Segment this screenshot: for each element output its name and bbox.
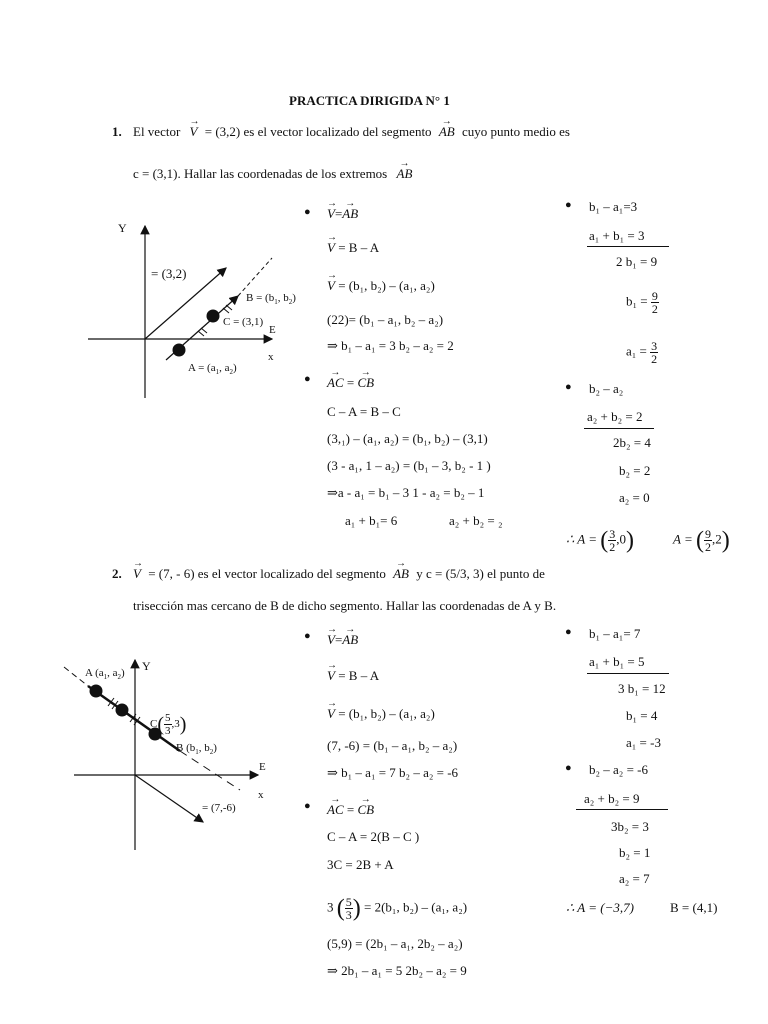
eq-text: a₁ = xyxy=(626,343,647,359)
p1-text-b: = (3,2) es el vector localizado del segmento xyxy=(204,124,432,139)
p1-mid-line-7: C – A = B – C xyxy=(327,404,401,419)
bullet: ● xyxy=(304,800,311,812)
sub: 1 xyxy=(274,298,278,307)
bullet: ● xyxy=(565,199,572,211)
denominator: 2 xyxy=(651,302,658,316)
p2-mid-line-1 xyxy=(327,632,358,648)
p1-mid-line-5: ⇒ b₁ – a₁ = 3 b₂ – a₂ = 2 xyxy=(327,338,454,353)
point-a xyxy=(90,685,103,698)
sub: 1 xyxy=(215,368,220,377)
bullet: ● xyxy=(565,626,572,638)
p2-mid-line-6 xyxy=(327,802,374,818)
paren: ) xyxy=(352,895,361,922)
paren: ( xyxy=(336,895,345,922)
denominator: 3 xyxy=(165,725,171,737)
numerator: 3 xyxy=(609,527,616,541)
eq-text: ∴ A = (−3,7) xyxy=(566,900,634,915)
p2-right-line-9: b₂ = 1 xyxy=(619,845,651,860)
vector-v-symbol: → V xyxy=(327,240,335,256)
numerator: 5 xyxy=(165,712,171,724)
vector-ab-symbol: → AB xyxy=(342,206,358,222)
vector-v-symbol: → V xyxy=(327,206,335,222)
p2-text-b: y c = (5/3, 3) el punto de xyxy=(416,566,545,581)
p2-right-line-2: a₁ + b₁ = 5 xyxy=(589,654,645,669)
denominator: 2 xyxy=(704,540,711,554)
equals: = xyxy=(334,206,343,221)
paren: ) xyxy=(179,713,187,736)
p2-right-line-1: b₁ – a₁= 7 xyxy=(589,626,641,641)
p1-mid-line-8: (3,₁) – (a₁, a₂) = (b₁, b₂) – (3,1) xyxy=(327,431,488,446)
sub: 2 xyxy=(229,368,233,377)
sub: 2 xyxy=(288,298,293,307)
graph-1-v-label: = (3,2) xyxy=(151,266,187,281)
paren: ) xyxy=(626,527,635,554)
p2-right-line-6: b₂ – a₂ = -6 xyxy=(589,762,648,777)
numerator: 3 xyxy=(651,339,658,353)
sub: 2 xyxy=(117,673,122,682)
graph-1-x-label: x xyxy=(268,351,274,363)
p2-right-line-7: a₂ + b₂ = 9 xyxy=(584,791,640,806)
p2-right-result-b: B = (4,1) xyxy=(670,900,718,915)
p1-right-line-3: 2 b₁ = 9 xyxy=(616,254,658,269)
p1-right-line-2: a₁ + b₁ = 3 xyxy=(589,228,645,243)
p2-mid-line-8: 3C = 2B + A xyxy=(327,857,394,872)
vector-v-symbol: → V xyxy=(327,668,335,684)
paren: ( xyxy=(157,713,165,736)
problem-2-number: 2. xyxy=(112,566,122,581)
p2-mid-line-3 xyxy=(327,706,435,722)
graph-2-c-label xyxy=(150,712,186,737)
vector-v-symbol: → V xyxy=(190,124,198,140)
sum-rule xyxy=(576,809,668,810)
bullet: ● xyxy=(565,762,572,774)
bullet: ● xyxy=(565,381,572,393)
p2-mid-line-10: (5,9) = (2b₁ – a₁, 2b₂ – a₂) xyxy=(327,936,463,951)
vector-ac-symbol: → AC xyxy=(327,802,344,818)
p2-right-line-10: a₂ = 7 xyxy=(619,871,650,886)
graph-2-y-label: Y xyxy=(142,659,151,673)
p2-right-line-3: 3 b₁ = 12 xyxy=(618,681,666,696)
graph-2-a-label: A ($a_1$, $a_2$) xyxy=(85,667,125,682)
eq-text: = (b₁, b₂) – (a₁, a₂) xyxy=(338,706,435,721)
p1-text-a: El vector xyxy=(133,124,181,139)
vector-v-symbol: → V xyxy=(327,706,335,722)
vector-ac-symbol: → AC xyxy=(327,375,344,391)
eq-text: ∴ A = xyxy=(566,531,598,547)
graph-2-b-label: B ($b_1$, $b_2$) xyxy=(176,742,217,757)
p2-mid-line-9 xyxy=(327,896,467,921)
p1-right-line-7: a₂ + b₂ = 2 xyxy=(587,409,643,424)
p1-right-line-6: b₂ – a₂ xyxy=(589,381,624,396)
point-trisection xyxy=(116,704,129,717)
c-label-text: ,3 xyxy=(171,718,180,731)
p2-right-line-5: a₁ = -3 xyxy=(626,735,661,750)
b-label-text: , b xyxy=(198,742,210,754)
p2-right-result-a xyxy=(566,900,634,916)
vector-cb-symbol: → CB xyxy=(357,802,374,818)
bullet: ● xyxy=(304,206,311,218)
p2-mid-line-4: (7, -6) = (b₁ – a₁, b₂ – a₂) xyxy=(327,738,458,753)
graph-2-e-label: E xyxy=(259,761,266,773)
sub: 1 xyxy=(103,673,108,682)
vector-v-arrow xyxy=(135,775,203,822)
c-label-text: C xyxy=(150,718,158,731)
sub: 2 xyxy=(209,748,214,757)
graph-2-x-label: x xyxy=(258,789,264,801)
bullet: ● xyxy=(304,373,311,385)
p1-line2-text: c = (3,1). Hallar las coordenadas de los extremos xyxy=(133,166,388,181)
denominator: 2 xyxy=(609,540,616,554)
b-label-text: , b xyxy=(277,292,289,304)
b-label-text: B = (b xyxy=(246,292,275,304)
vector-v-symbol: → V xyxy=(133,566,141,582)
sub: 1 xyxy=(195,748,199,757)
p1-mid-line-11a: a₁ + b₁= 6 xyxy=(345,513,398,528)
p1-mid-line-9: (3 - a₁, 1 – a₂) = (b₁ – 3, b₂ - 1 ) xyxy=(327,458,491,473)
p1-right-line-9: b₂ = 2 xyxy=(619,463,651,478)
vector-v-symbol: → V xyxy=(327,632,335,648)
graph-1-y-label: Y xyxy=(118,221,127,235)
p1-mid-line-10: ⇒a - a₁ = b₁ – 3 1 - a₂ = b₂ – 1 xyxy=(327,485,485,500)
p1-mid-line-11b: a₂ + b₂ = ₂ xyxy=(449,513,503,528)
p2-mid-line-2 xyxy=(327,668,379,684)
problem-2-line-2: trisección mas cercano de B de dicho segmento. Hallar las coordenadas de A y B. xyxy=(133,598,557,613)
vector-ab-symbol: → AB xyxy=(393,566,409,582)
fraction xyxy=(345,896,353,921)
a-label-text: , a xyxy=(107,667,118,679)
equals: = xyxy=(346,802,355,817)
a-label-text: , a xyxy=(219,362,230,374)
eq-text: = B – A xyxy=(338,668,380,683)
vector-ab-symbol: → AB xyxy=(397,166,413,182)
eq-text: = 2(b₁, b₂) – (a₁, a₂) xyxy=(364,899,468,915)
p1-mid-line-4: (22)= (b₁ – a₁, b₂ – a₂) xyxy=(327,312,444,327)
graph-2-v-label: = (7,-6) xyxy=(202,802,236,814)
vector-v-symbol: → V xyxy=(327,278,335,294)
p1-right-line-1: b₁ – a₁=3 xyxy=(589,199,638,214)
eq-text: ,2 xyxy=(711,531,722,547)
page-title: PRACTICA DIRIGIDA N° 1 xyxy=(289,93,450,108)
p2-mid-line-11: ⇒ 2b₁ – a₁ = 5 2b₂ – a₂ = 9 xyxy=(327,963,467,978)
p1-right-line-10: a₂ = 0 xyxy=(619,490,650,505)
vector-cb-symbol: → CB xyxy=(357,375,374,391)
numerator: 9 xyxy=(651,289,658,303)
p1-right-line-8: 2b₂ = 4 xyxy=(613,435,651,450)
p1-text-c: cuyo punto medio es xyxy=(461,124,570,139)
vector-ab-symbol: → AB xyxy=(342,632,358,648)
denominator: 3 xyxy=(345,908,352,922)
numerator: 5 xyxy=(345,895,352,909)
graph-1-a-label: $A = (a_1$, $a_2$) xyxy=(188,362,237,377)
b-label-text: B (b xyxy=(176,742,196,754)
p2-right-line-4: b₁ = 4 xyxy=(626,708,658,723)
paren: ( xyxy=(600,527,609,554)
graph-1-c-label: C = (3,1) xyxy=(223,316,264,328)
graph-1-e-label: E xyxy=(269,324,276,336)
denominator: 2 xyxy=(651,352,658,366)
p2-right-line-8: 3b₂ = 3 xyxy=(611,819,649,834)
sum-rule xyxy=(587,673,669,674)
vector-ab-symbol: → AB xyxy=(439,124,455,140)
problem-1-number: 1. xyxy=(112,124,122,139)
paren: ) xyxy=(721,527,730,554)
eq-text: b₁ = xyxy=(626,293,648,309)
p2-mid-line-7: C – A = 2(B – C ) xyxy=(327,829,420,844)
a-label-text: A (a xyxy=(85,667,104,679)
eq-text: A = xyxy=(673,531,693,547)
equals: = xyxy=(334,632,343,647)
eq-text: = B – A xyxy=(338,240,380,255)
p2-text-a: = (7, - 6) es el vector localizado del segmento xyxy=(148,566,386,581)
paren: ( xyxy=(695,527,704,554)
p2-mid-line-5: ⇒ b₁ – a₁ = 7 b₂ – a₂ = -6 xyxy=(327,765,459,780)
fraction xyxy=(164,712,172,737)
graph-1-b-label: $B = (b_1$, $b_2$) xyxy=(246,292,296,307)
eq-text: 3 xyxy=(327,899,334,915)
eq-text: ,0 xyxy=(616,531,627,547)
equals: = xyxy=(346,375,355,390)
eq-text: = (b₁, b₂) – (a₁, a₂) xyxy=(338,278,435,293)
a-label-text: A = (a xyxy=(188,362,216,374)
numerator: 9 xyxy=(704,527,711,541)
bullet: ● xyxy=(304,630,311,642)
